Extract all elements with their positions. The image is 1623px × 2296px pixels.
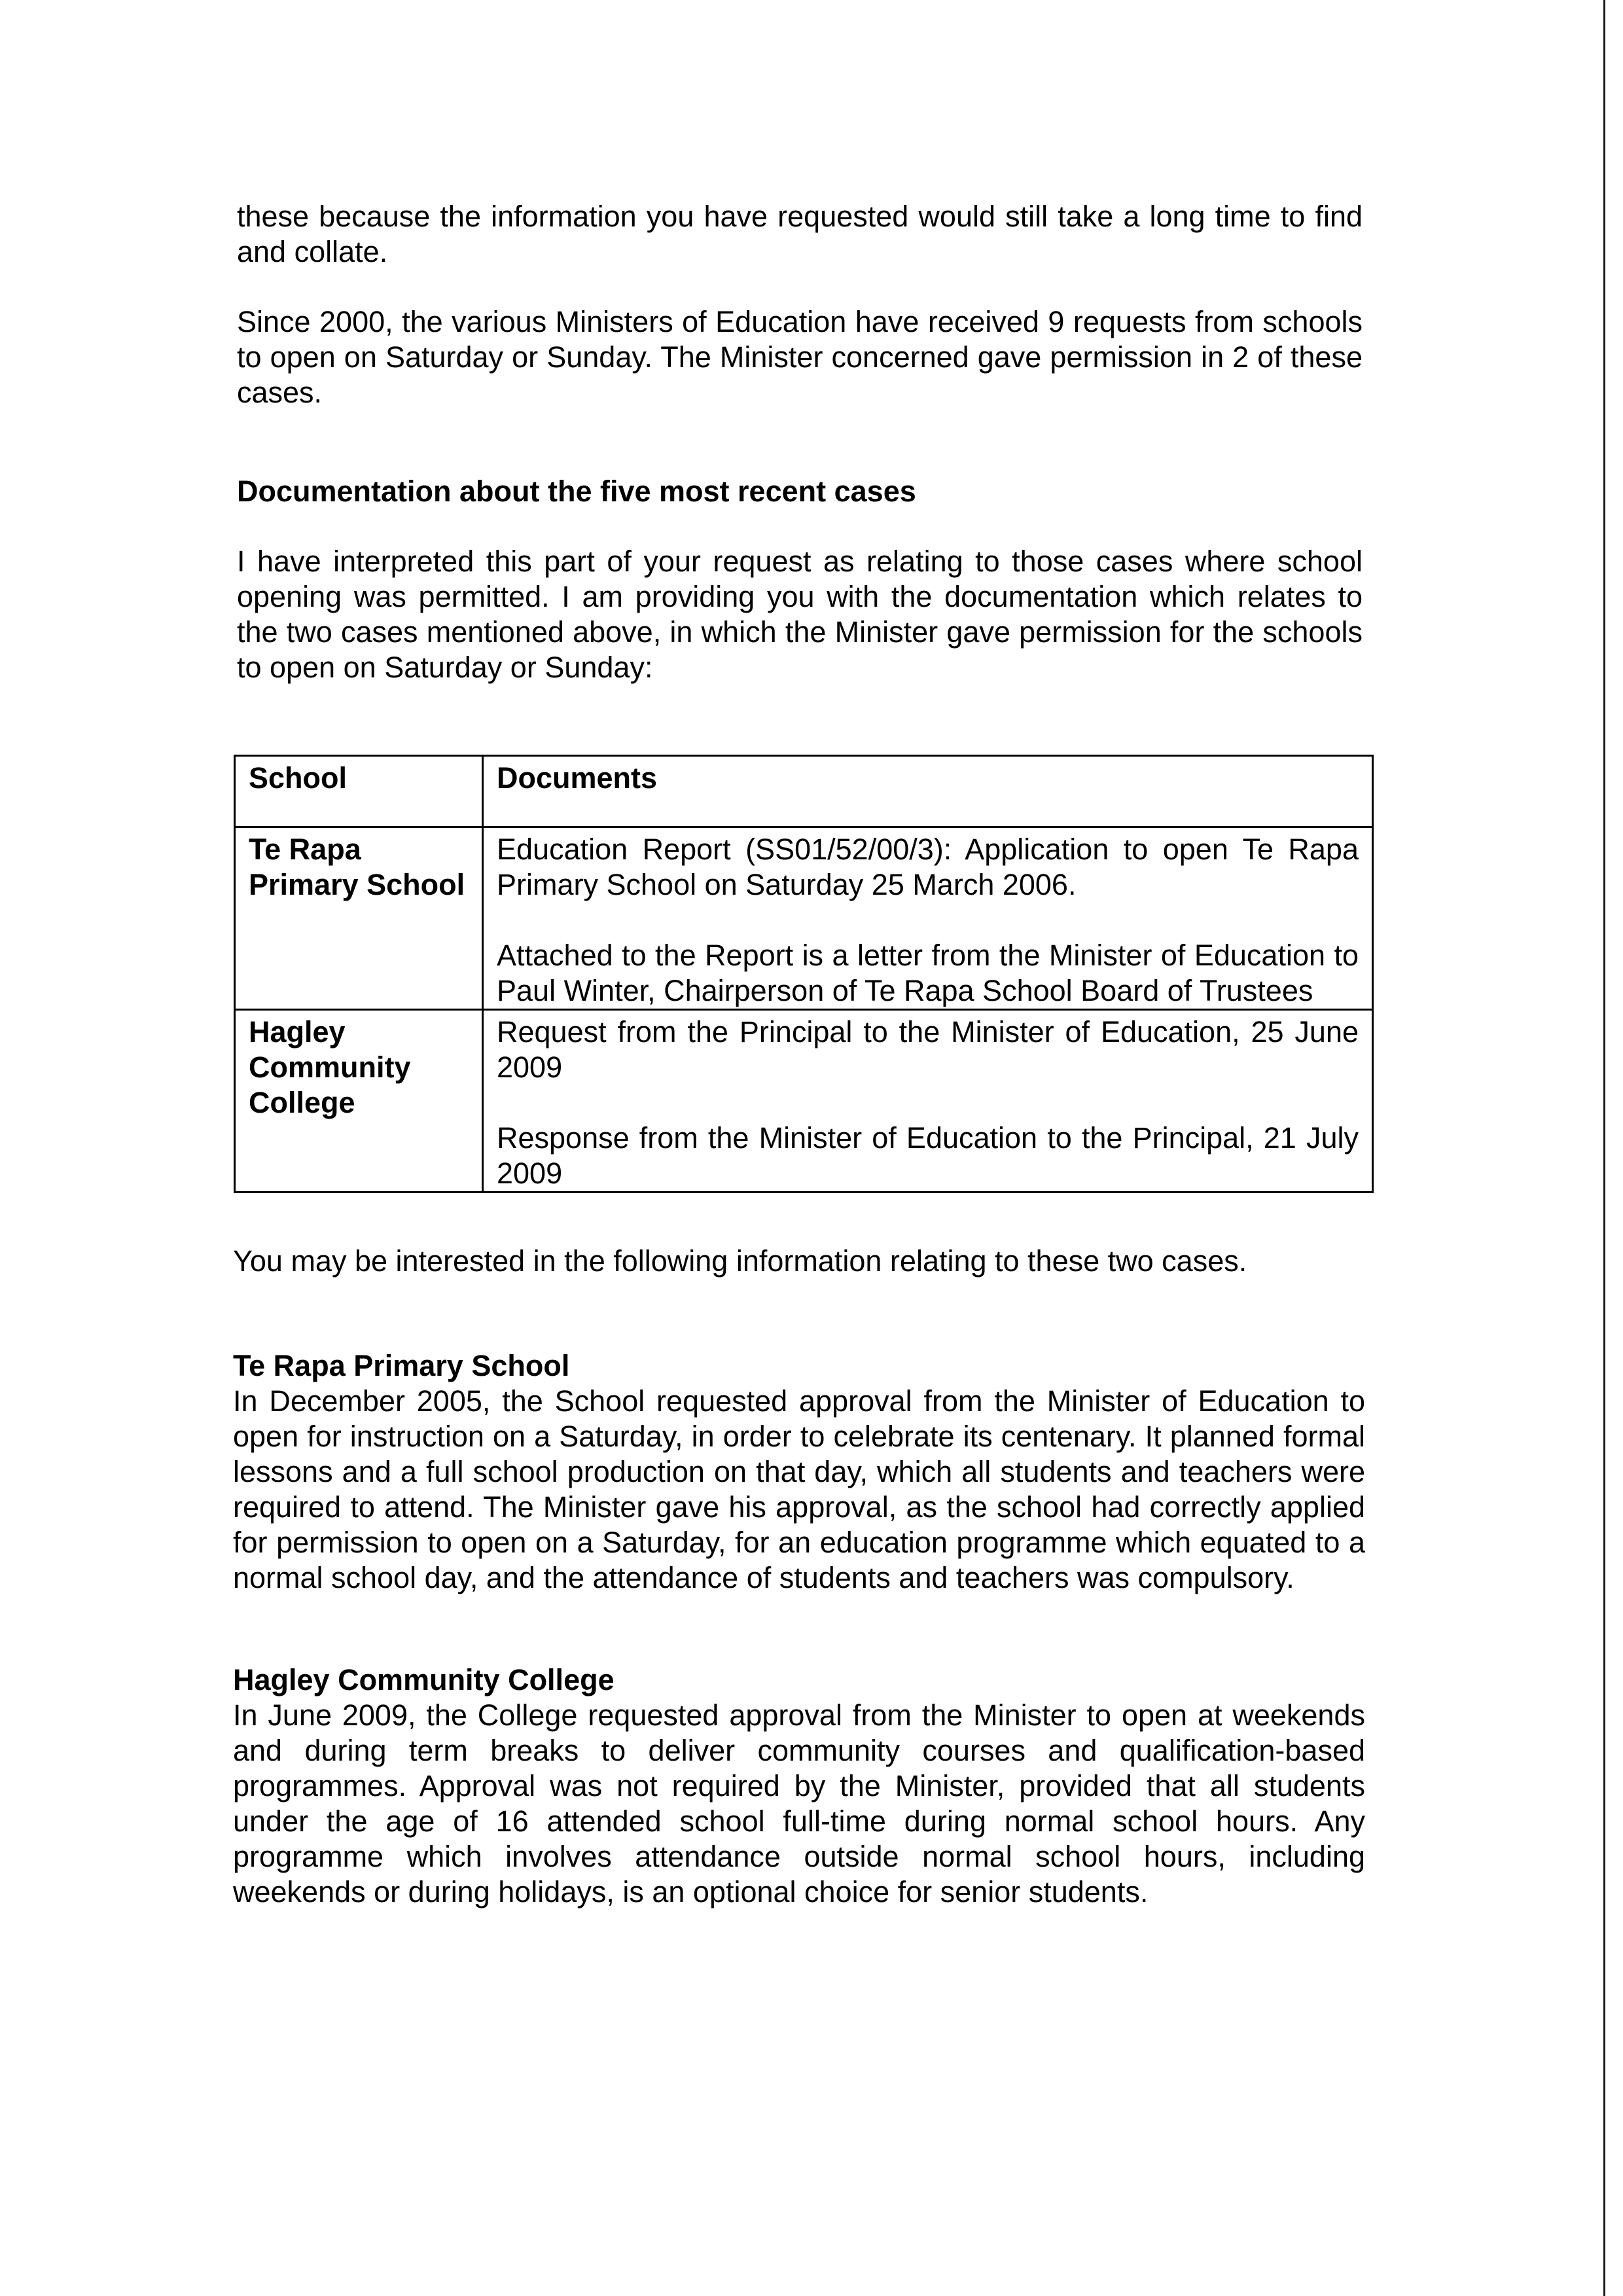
case-body: In June 2009, the College requested approval from the Minister to open at weekends and during term breaks to deliver community courses and qualification-based programmes. Approval was not required by the Minister, provided that all students under the age of 16 attended school full-time during normal school hours. Any programme which involves attendance outside normal school hours, including weekends or during holidays, is an optional choice for senior students. — [233, 1698, 1365, 1909]
documentation-section-heading: Documentation about the five most recent cases — [237, 475, 916, 508]
case-hagley-section — [233, 1662, 1365, 1910]
table-row — [235, 1010, 1373, 1193]
document-entry: Response from the Minister of Education to the Principal, 21 July 2009 — [497, 1121, 1359, 1190]
document-entry: Request from the Principal to the Minister of Education, 25 June 2009 — [497, 1015, 1359, 1084]
school-cell: Hagley Community College — [235, 1010, 483, 1193]
table-header-row — [235, 756, 1373, 827]
document-entry: Education Report (SS01/52/00/3): Application to open Te Rapa Primary School on Saturday 25 March 2006. — [497, 833, 1359, 901]
document-entry: Attached to the Report is a letter from the Minister of Education to Paul Winter, Chairperson of Te Rapa School Board of Trustees — [497, 939, 1359, 1007]
documentation-section-body: I have interpreted this part of your request as relating to those cases where school opening was permitted. I am providing you with the documentation which relates to the two cases mentioned above, in which the Minister gave permission for the schools to open on Saturday or Sunday: — [237, 545, 1363, 684]
documents-table — [234, 755, 1374, 1193]
column-header-school: School — [235, 756, 483, 827]
interest-note-paragraph: You may be interested in the following information relating to these two cases. — [233, 1244, 1247, 1278]
case-body: In December 2005, the School requested approval from the Minister of Education to open for instruction on a Saturday, in order to celebrate its centenary. It planned formal lessons and a full school production on that day, which all students and teachers were required to attend. The Minister gave his approval, as the school had correctly applied for permission to open on a Saturday, for an education programme which equated to a normal school day, and the attendance of students and teachers was compulsory. — [233, 1384, 1365, 1594]
case-heading: Te Rapa Primary School — [233, 1349, 570, 1382]
requests-summary-paragraph: Since 2000, the various Ministers of Education have received 9 requests from schools to open on Saturday or Sunday. The Minister concerned gave permission in 2 of these cases. — [237, 305, 1363, 409]
documents-cell — [483, 1010, 1373, 1193]
school-cell: Te Rapa Primary School — [235, 827, 483, 1010]
scan-edge-line — [1603, 0, 1605, 2296]
case-heading: Hagley Community College — [233, 1663, 615, 1696]
column-header-documents: Documents — [483, 756, 1373, 827]
table-row — [235, 827, 1373, 1010]
intro-continuation-paragraph: these because the information you have requested would still take a long time to find and collate. — [237, 200, 1363, 268]
documents-cell — [483, 827, 1373, 1010]
case-te-rapa-section — [233, 1348, 1365, 1596]
